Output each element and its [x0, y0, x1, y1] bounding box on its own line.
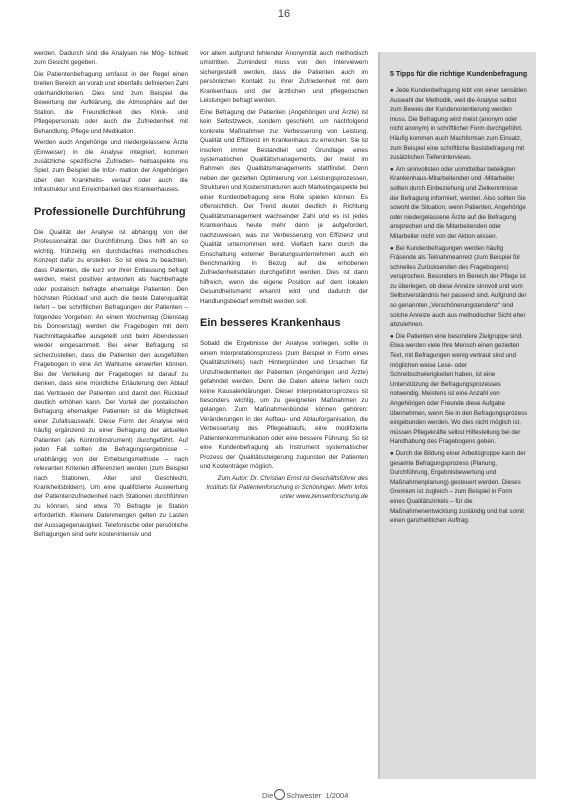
bullet-icon: ●: [390, 244, 394, 252]
tip-text: Jede Kundenbefragung lebt von einer sensiblen Auswahl der Methodik, weil die Analyse selbst zum Beweis der Kundenorientierung werden muss. Die Befragung wird meist (anonym oder nicht anonym) in schriftlicher Form durchgeführt. Häufig kommen auch Machforman zum Einsatz, zum Beispiel eine schriftliche Basisbefragung mit zusätzlichen Tiefeninterviews.: [390, 87, 527, 162]
magazine-logo-icon: [274, 789, 285, 800]
issue-number: 1/2004: [325, 791, 349, 800]
tip-item: [390, 332, 528, 447]
bullet-icon: ●: [390, 449, 394, 457]
body-paragraph: Sobald die Ergebnisse der Analyse vorliegen, sollte in einem Interpretationsprozess (zum Beispiel in Form eines Qualitätszirkels) nach Hintergründen und Ursachen für Unzufriedenheiten der Patienten (Angehörigen und Ärzte) gefahndet werden. Denn die Daten alleine liefern noch keine Kausalerklärungen. Dieser Interpretationsprozess ist besonders wichtig, um zu geeigneten Maßnahmen zu gelangen. Zum Maßnahmenbündel können gehören: Veränderungen in der Aufbau- und Ablauforganisation, die Verbesserung des Pflegeablaufs, eine modifizierte Patientenkommunikation oder eine bessere Führung. So ist eine Kundenbefragung als Instrument systematischer Prozess der Qualitätssteigerung zugunsten der Patienten und Kostenträger möglich.: [200, 340, 368, 471]
page-footer: [262, 789, 348, 800]
author-note: Zum Autor: Dr. Christian Ernst ist Geschäftsführer des Instituts für Patientenforschung in Schöningen. Mehr Infos unter www.zensenforschung.de: [206, 474, 368, 501]
tip-text: Die Patienten eine besondere Zielgruppe sind. Etwa werden viele Ihre Mensch einen gezielten Text, mit Befragungen wenig vertraut sind und möglichen weise Lese- oder Schreibschwierigkeiten haben, ist eine Unterstützung der Befragungsprozesses notwendig. Meistens ist eine Anzahl von Angehörigen oder Freunde diese Aufgabe übernehmen, wenn Sie in den Befragungsprozess eingebunden werden. Wo dies nicht möglich ist, müssen Pflegekräfte selbst Hilfestellung bei der Handhabung des Fragebogens geben.: [390, 332, 528, 446]
tip-item: [390, 244, 528, 330]
magazine-brand-right: Schwester: [286, 791, 322, 800]
magazine-brand-left: Die: [262, 791, 274, 800]
section-heading: Ein besseres Krankenhaus: [200, 317, 341, 330]
body-paragraph: werden. Dadurch sind die Analysen nie Mög- lichkeit zum Gesicht gegeben.: [34, 50, 188, 67]
bullet-icon: ●: [390, 87, 394, 94]
tip-text: Bei Kundenbefragungen werden häufig Fräsende als Teilnahmeanreiz (zum Beispiel für schnelles Zurücksenden des Fragebogens) versprochen. Besonders im Bereich der Pflege ist zu überlegen, ob diese Anreize sinnvoll und vom Selbstverständnis her passend sind. Aufgrund der so genannten „Verschönerungstendenz" sind solche Anreize auch aus methodischer Sicht eher abzulehnen.: [390, 244, 527, 329]
tips-sidebar: [378, 52, 536, 779]
article-column-left: [34, 49, 188, 779]
tip-item: [390, 165, 528, 242]
page-number: 16: [277, 8, 291, 20]
sidebar-title: 5 Tipps für die richtige Kundenbefragung: [390, 71, 528, 78]
body-paragraph: Werden auch Angehörige und niedergelassene Ärzte (Einweiser) in die Analyse integriert, kommen zusätzliche spezifische Zufrieden- heitsaspekte ins Spiel: zum Beispiel die Infor- mation der Angehörigen über den Krankheits- verlauf oder auch die Infrastruktur und Erreichbarkeit des Krankenhauses.: [34, 139, 188, 194]
article-column-middle: [200, 49, 368, 779]
bullet-icon: ●: [390, 165, 394, 173]
section-heading: Professionelle Durchführung: [34, 205, 186, 218]
tip-item: [390, 86, 528, 163]
body-paragraph: Die Qualität der Analyse ist abhängig von der Professionalität der Durchführung. Dies hilft an so wichtig, frühzeitig ein durchdachtes methodisches Konzept dafür zu erstellen. So ist etwa zu beachten, dass Patienten, die kurz vor ihrer Entlassung befragt werden, meist positiver antworten als Nachbefragte oder postalisch befragte ehemalige Patienten. Den höchsten Rücklauf und auch die beste Datenqualität liefert – bei schriftlichen Befragungen der Patienten – folgendes Vorgehen: An einem Wochentag (Dienstag bis Donnerstag) werden die Fragebogen mit dem Nachmittagskaffee ausgeteilt und beim Abendessen wieder eingesammelt. Bei einer Befragung ist sicherzustellen, dass die Patienten den ausgefüllten Fragebogen in eine Art Wahlurne einwerfen können. Bei der Verteilung der Fragebogen ist darauf zu denken, dass eine mündliche Erläuterung den Ablauf das Vertrauen der Patienten und damit den Rücklauf deutlich erhöhen kann. Der Vorteil der postalischen Befragung ehemaliger Patienten ist die Möglichkeit einer Zufallsauswahl. Diese Form der Analyse wird häufig ergänzend zu einer Befragung der aktuellen Patienten (als Kontrollinstrument) durchgeführt. Auf jeden Fall sollten die Befragungsergebnisse – unabhängig von der Erhebungsmethode – nach relevanten Kriterien differenziert werden (zum Beispiel nach Stationen, Alter und Geschlecht, Krankheitsbildern). Um eine qualifizierte Auswertung der Patientenzufriedenheit nach Stationen durchführen zu können, sind etwa 70 Befragte je Station erforderlich. Kleinere Datenmengen gelten zu Lasten der Aussagegenauigkeit. Telefonische oder persönliche Befragungen sind sehr kostenintensiv und: [34, 228, 188, 539]
body-paragraph: Die Patientenbefragung umfasst in der Regel einen breiten Bereich an vorab und ebenfalls definierten Zahl oderhandkriterien. Dies sind zum Beispiel die Bewertung der Aufklärung, die Atmosphäre auf der Station, die Freundlichkeit des Klinik- und Pflegepersonals oder auch die Zufriedenheit mit Behandlung, Pflege und Medikation.: [34, 70, 188, 135]
body-paragraph: Eine Befragung der Patienten (Angehörigen und Ärzte) ist kein Selbstzweck, sondern geschieht, um nachfolgend konkrete Maßnahmen zur Verbesserung von Leistung, Qualität und Effizienz im Krankenhaus zu erreichen. Sie ist insofern immer Bestandteil und Grundlage eines systematischen Qualitätsmanagements, der meist im Rahmen des Qualitätsmanagements stattfindet. Denn neben der gezielten Optimierung von Leistungsprozessen, Strukturen und Kostenstrukturen auch Marketingaspekte bei einer Kundenbefragung eine Rolle spielen können. Es offensichtlich. Der Trend deutet deutlich in Richtung Qualitätsmanagement wachsender Zahl und es ist jedes Krankenhaus heute mehr denn je aufgefordert, nachzuweisen, was zur Verbesserung von Effizienz und Qualität unternommen wird. Vielfach kann durch die Einschaltung externer Beratungsunternehmen auch ein Benchmarking in Bezug auf die erhobenen Zufriedenheitsdaten durchgeführt werden. Dies ist dann hilfreich, wenn die eigene Position auf dem lokalen Gesundheitsmarkt erkannt wird und dadurch der Handlungsbedarf ermittelt werden soll.: [200, 108, 368, 305]
tip-item: [390, 449, 528, 526]
tip-text: Am sinnvollsten oder unmittelbar beteiligten Krankenhaus-Mitarbeitenden und -Mitarbeiter sollten durch Einbeziehung und Zielkenntnisse der Befragung informiert, werden. Also sollten Sie sowohl die Situation, wenn Patienten, Angehörige oder niedergelassene Ärzte auf die Befragung ansprechen und die Mitarbeitenden oder Mitarbeiter nicht von der Aktion wissen.: [390, 165, 526, 240]
bullet-icon: ●: [390, 332, 394, 340]
tip-text: Durch die Bildung einer Arbeitsgruppe kann der gesamte Befragungsprozess (Planung, Durchführung, Ergebnisbewertung und Maßnahmenplanung) gesteuert werden. Dieses Gremium ist zugleich – zum Beispiel in Form eines Qualitätszirkels – für die Maßnahmenentwicklung zuständig und hat somit einen ganzheitlichen Auftrag.: [390, 449, 526, 525]
body-paragraph: vor allem aufgrund fehlender Anonymität auch methodisch umstritten. Zumindest muss von den Interviewern sichergestellt werden, dass die Patienten auch im persönlichen Kontakt zu ihrer Zufriedenheit mit dem Krankenhaus und der ärztlichen und pflegerischen Leistungen befragt werden.: [200, 50, 368, 105]
